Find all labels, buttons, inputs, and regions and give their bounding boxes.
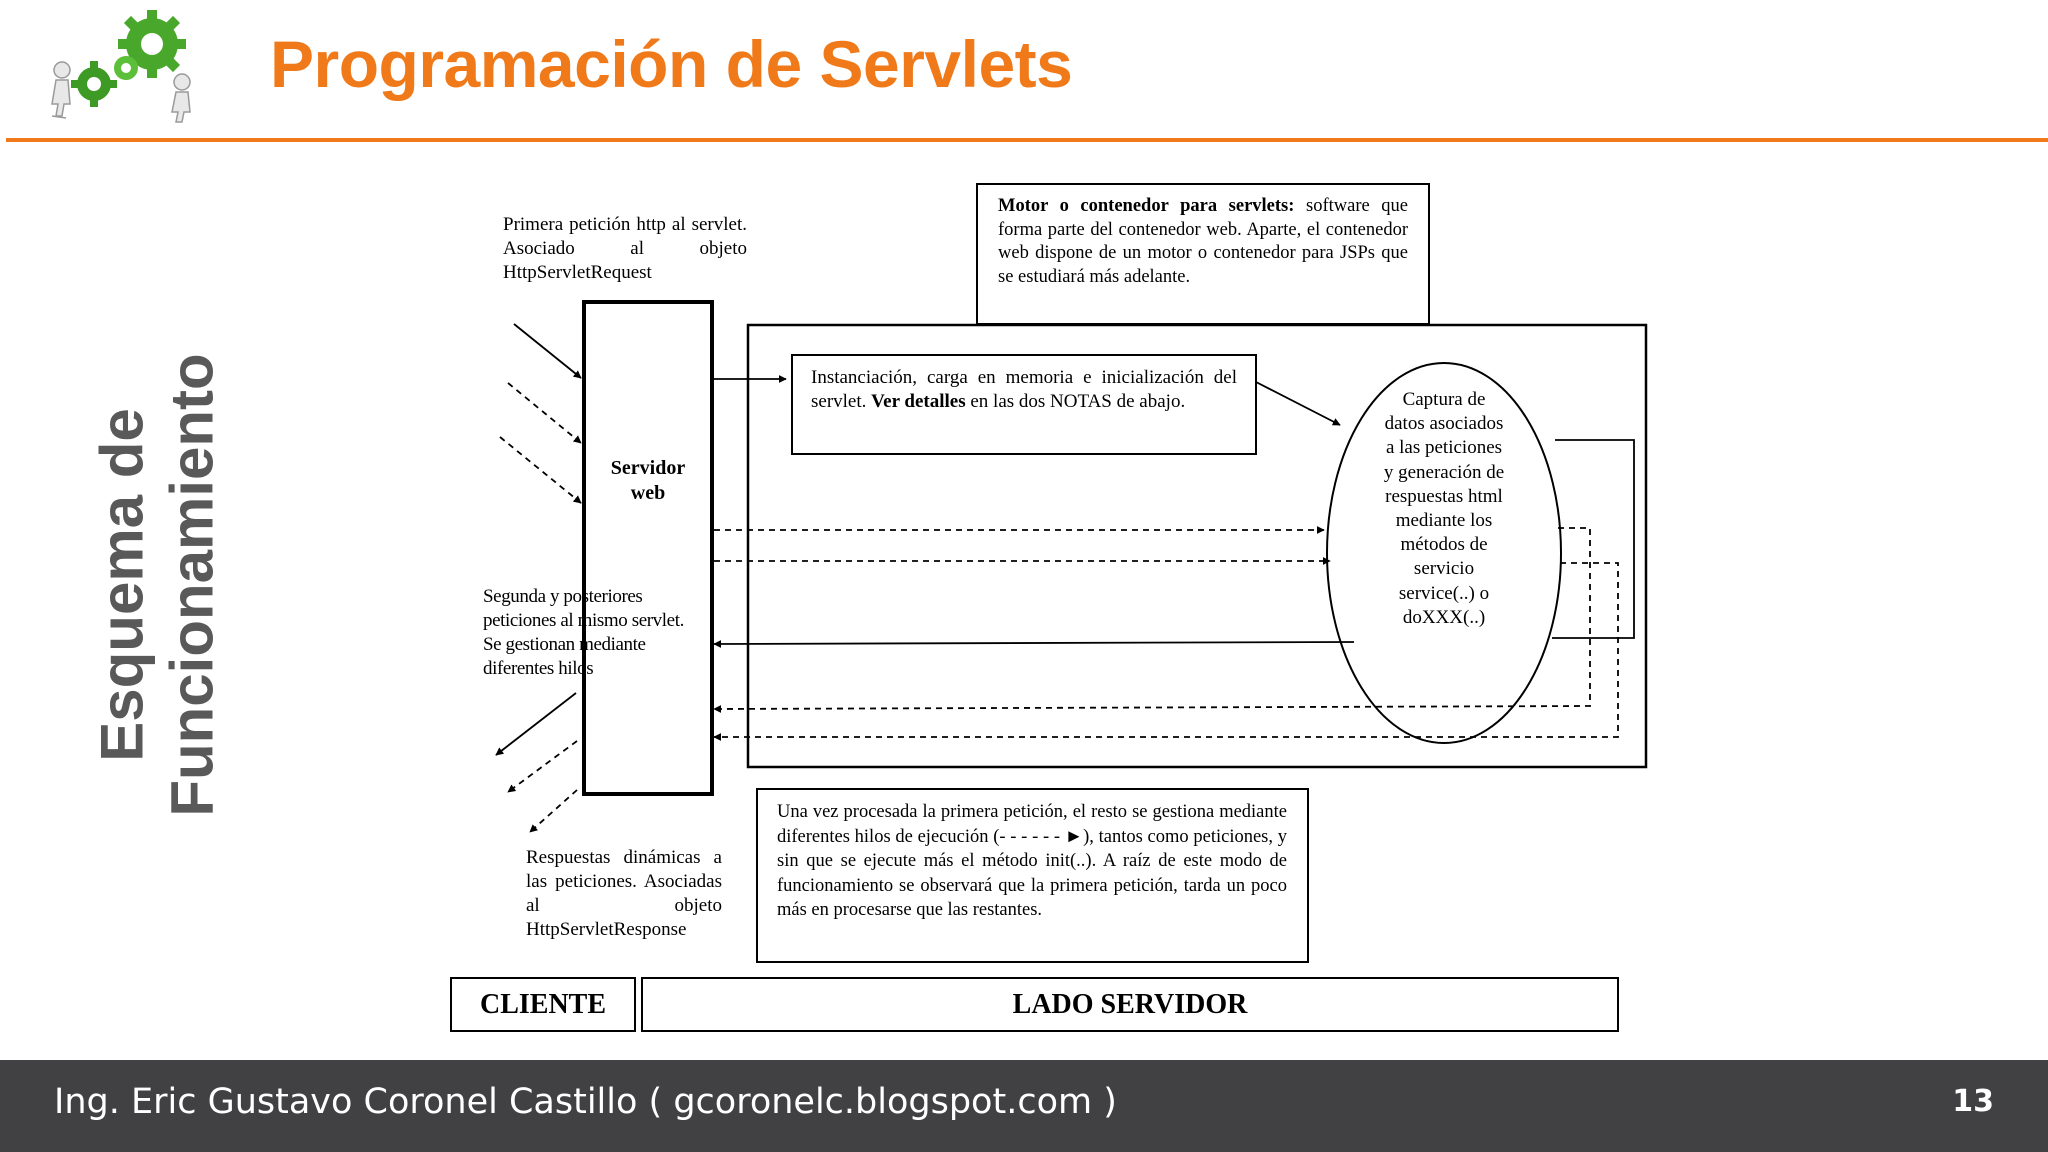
slide-title: Programación de Servlets: [270, 27, 1073, 101]
instantiation-text-1: Instanciación, carga en memoria e inicialización del servlet.: [811, 367, 1237, 412]
first-request-label: Primera petición http al servlet. Asociado al objeto HttpServletRequest: [503, 214, 747, 283]
motor-text: software que forma parte del contenedor web. Aparte, el contenedor web dispone de un motor o contenedor para JSPs que se estudiará más adelante.: [998, 196, 1408, 287]
first-response-arrow: [496, 693, 576, 755]
thread-response-arrow-1: [508, 741, 577, 792]
side-title-line-1: Esquema de: [89, 408, 156, 762]
first-response-return-arrow: [714, 642, 1354, 644]
capture-line: datos asociados: [1384, 413, 1504, 435]
response-arrows: [496, 693, 577, 832]
server-side-label: LADO SERVIDOR: [1012, 988, 1248, 1020]
web-server-label: [586, 456, 710, 506]
first-request-arrow: [514, 324, 581, 378]
request-arrows: [500, 324, 581, 503]
note-text-1: Una vez procesada la primera petición, el resto se gestiona mediante diferentes hilos de ejecución (: [777, 802, 1287, 847]
footer-bar: [0, 1060, 2048, 1152]
capture-line: doXXX(..): [1402, 606, 1486, 628]
side-title-line-2: Funcionamiento: [159, 353, 226, 817]
instantiation-box: [791, 354, 1257, 455]
responses-label: Respuestas dinámicas a las peticiones. Asociadas al objeto HttpServletResponse: [526, 847, 722, 940]
note-text-2: ), tantos como peticiones, y sin que se ejecute más el método init(..). A raíz de este modo de funcionamiento se observará que la primera petición, tarda un poco más en procesarse que las restantes.: [777, 826, 1287, 920]
thread-request-arrow-2: [500, 437, 581, 503]
instantiation-bold: Ver detalles: [871, 391, 966, 412]
page-number: 13: [1952, 1084, 1994, 1119]
service-loop-line: [1552, 440, 1634, 638]
capture-line: Captura de: [1402, 389, 1486, 410]
instantiation-to-service-arrow: [1256, 382, 1340, 425]
threads-note-box: [756, 788, 1309, 963]
author-footer: Ing. Eric Gustavo Coronel Castillo ( gcoronelc.blogspot.com ): [54, 1082, 1117, 1122]
capture-line: service(..) o: [1398, 582, 1490, 604]
thread-request-arrow-1: [508, 383, 581, 443]
dashed-arrow-glyph: - - - - - - ►: [999, 826, 1084, 847]
web-server-box: [584, 302, 712, 794]
server-side-label-box: [641, 977, 1619, 1032]
capture-line: mediante los: [1395, 510, 1493, 532]
client-label: CLIENTE: [479, 988, 607, 1020]
web-server-label-line-2: web: [630, 482, 666, 504]
motor-description-box: [976, 183, 1430, 325]
thread-response-arrow-2: [530, 790, 577, 832]
capture-line: servicio: [1413, 558, 1475, 580]
capture-line: a las peticiones: [1385, 437, 1503, 459]
client-label-box: [450, 977, 636, 1032]
capture-line: y generación de: [1383, 461, 1505, 483]
motor-title: Motor o contenedor para servlets:: [998, 196, 1295, 216]
web-server-label-line-1: Servidor: [610, 457, 686, 479]
instantiation-text-2: en las dos NOTAS de abajo.: [965, 391, 1186, 412]
capture-line: métodos de: [1400, 534, 1488, 556]
service-ellipse-label: [1354, 388, 1534, 630]
second-requests-label: Segunda y posteriores peticiones al mismo servlet. Se gestionan mediante diferentes hilos: [483, 586, 684, 679]
capture-line: respuestas html: [1385, 485, 1503, 507]
